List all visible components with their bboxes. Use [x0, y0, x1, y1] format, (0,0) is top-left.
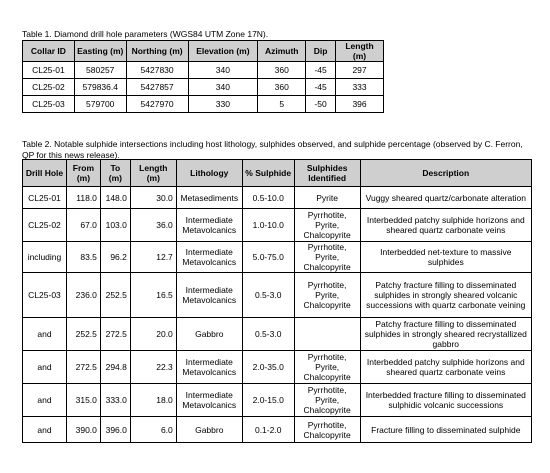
table-row [23, 79, 384, 96]
table-cell: 5427970 [126, 96, 188, 113]
table-cell: 2.0-15.0 [242, 384, 294, 417]
table-cell: Intermediate Metavolcanics [176, 384, 242, 417]
table-cell: Intermediate Metavolcanics [176, 242, 242, 273]
table2-column-header: Drill Hole [23, 160, 67, 187]
table-cell: Pyrrhotite, Chalcopyrite [294, 417, 360, 443]
table1-column-header: Dip [306, 41, 336, 62]
table-cell: 0.5-10.0 [242, 187, 294, 209]
table-cell: 5 [258, 96, 306, 113]
table1-column-header: Length (m) [336, 41, 384, 62]
table-cell: Pyrrhotite, Pyrite, Chalcopyrite [294, 273, 360, 318]
table-cell: 1.0-10.0 [242, 209, 294, 242]
table-cell: 333 [336, 79, 384, 96]
table-cell: and [23, 351, 67, 384]
table-cell: Interbedded net-texture to massive sulphides [360, 242, 531, 273]
table-cell: 579700 [74, 96, 126, 113]
table-row [23, 273, 532, 318]
table-cell: 272.5 [100, 318, 130, 351]
table2-column-header: Length (m) [130, 160, 176, 187]
table-row [23, 351, 532, 384]
table2-column-header: Description [360, 160, 531, 187]
table-cell: 252.5 [66, 318, 100, 351]
table-cell: 396.0 [100, 417, 130, 443]
table1-caption: Table 1. Diamond drill hole parameters (WGS84 UTM Zone 17N). [22, 29, 269, 39]
drill-hole-parameters-table [22, 40, 384, 113]
table-cell: 360 [258, 79, 306, 96]
table-cell: 22.3 [130, 351, 176, 384]
table-cell: 16.5 [130, 273, 176, 318]
table-cell: 36.0 [130, 209, 176, 242]
table-row [23, 96, 384, 113]
table-cell: CL25-02 [23, 209, 67, 242]
table-cell: Fracture filling to disseminated sulphide [360, 417, 531, 443]
table-cell: 340 [188, 62, 258, 79]
table-cell: 5.0-75.0 [242, 242, 294, 273]
table-cell: Patchy fracture filling to disseminated sulphides in strongly sheared recrystallized gabbro [360, 318, 531, 351]
table-cell: CL25-01 [23, 187, 67, 209]
table-row [23, 318, 532, 351]
table-row [23, 62, 384, 79]
table-cell: CL25-01 [23, 62, 75, 79]
table-cell: 252.5 [100, 273, 130, 318]
table-cell: 5427857 [126, 79, 188, 96]
table1-column-header: Azimuth [258, 41, 306, 62]
sulphide-intersections-table [22, 159, 532, 443]
table-cell: Intermediate Metavolcanics [176, 273, 242, 318]
table-cell: 0.5-3.0 [242, 318, 294, 351]
table2-caption: Table 2. Notable sulphide intersections including host lithology, sulphides observed, and sulphide percentage (observed by C. Ferron, QP for this news release). [22, 139, 523, 160]
table-cell: 0.5-3.0 [242, 273, 294, 318]
table-cell: Gabbro [176, 318, 242, 351]
table-cell: Interbedded patchy sulphide horizons and sheared quartz carbonate veins [360, 209, 531, 242]
table-cell: 96.2 [100, 242, 130, 273]
table-cell: 83.5 [66, 242, 100, 273]
table-cell: and [23, 417, 67, 443]
table1-column-header: Collar ID [23, 41, 75, 62]
table-cell: 360 [258, 62, 306, 79]
table-cell: and [23, 318, 67, 351]
table-cell: CL25-03 [23, 273, 67, 318]
table-cell: and [23, 384, 67, 417]
table2-column-header: From (m) [66, 160, 100, 187]
table-cell: 580257 [74, 62, 126, 79]
table-cell: 294.8 [100, 351, 130, 384]
table-cell: 579836.4 [74, 79, 126, 96]
table-cell: 12.7 [130, 242, 176, 273]
table-cell: 390.0 [66, 417, 100, 443]
table-cell: including [23, 242, 67, 273]
table-cell: 330 [188, 96, 258, 113]
table-cell: 340 [188, 79, 258, 96]
table-cell: CL25-02 [23, 79, 75, 96]
table-row [23, 242, 532, 273]
table-cell: 315.0 [66, 384, 100, 417]
table-row [23, 384, 532, 417]
table-cell: Patchy fracture filling to disseminated sulphides in strongly sheared volcanic successions with quartz carbonate veining [360, 273, 531, 318]
table-cell: 272.5 [66, 351, 100, 384]
table-cell: Interbedded fracture filling to disseminated sulphidic volcanic successions [360, 384, 531, 417]
table-cell: 2.0-35.0 [242, 351, 294, 384]
table-cell: 30.0 [130, 187, 176, 209]
table-cell: Pyrrhotite, Pyrite, Chalcopyrite [294, 351, 360, 384]
table-cell: 148.0 [100, 187, 130, 209]
table-cell: 118.0 [66, 187, 100, 209]
table-cell: 6.0 [130, 417, 176, 443]
table-cell: Pyrite [294, 187, 360, 209]
table2-column-header: % Sulphide [242, 160, 294, 187]
table-cell [294, 318, 360, 351]
table-cell: 18.0 [130, 384, 176, 417]
table-cell: -50 [306, 96, 336, 113]
table-row [23, 209, 532, 242]
table-cell: 20.0 [130, 318, 176, 351]
table-cell: Gabbro [176, 417, 242, 443]
table-cell: Intermediate Metavolcanics [176, 351, 242, 384]
table-cell: Interbedded patchy sulphide horizons and sheared quartz carbonate veins [360, 351, 531, 384]
table1-column-header: Elevation (m) [188, 41, 258, 62]
table-cell: Pyrrhotite, Pyrite, Chalcopyrite [294, 242, 360, 273]
table-cell: -45 [306, 62, 336, 79]
table-cell: 236.0 [66, 273, 100, 318]
table-cell: Vuggy sheared quartz/carbonate alteration [360, 187, 531, 209]
table-cell: 103.0 [100, 209, 130, 242]
table-cell: Metasediments [176, 187, 242, 209]
table1-header-row [23, 41, 384, 62]
table2-column-header: Sulphides Identified [294, 160, 360, 187]
table2-column-header: Lithology [176, 160, 242, 187]
table-cell: 0.1-2.0 [242, 417, 294, 443]
table-cell: 5427830 [126, 62, 188, 79]
table-cell: 297 [336, 62, 384, 79]
table-cell: -45 [306, 79, 336, 96]
table-cell: 396 [336, 96, 384, 113]
table1-column-header: Easting (m) [74, 41, 126, 62]
table-cell: Pyrrhotite, Pyrite, Chalcopyrite [294, 384, 360, 417]
table2-header-row [23, 160, 532, 187]
table-row [23, 187, 532, 209]
table-cell: CL25-03 [23, 96, 75, 113]
table2-column-header: To (m) [100, 160, 130, 187]
table-cell: 333.0 [100, 384, 130, 417]
table-cell: Pyrrhotite, Pyrite, Chalcopyrite [294, 209, 360, 242]
table-cell: Intermediate Metavolcanics [176, 209, 242, 242]
table-cell: 67.0 [66, 209, 100, 242]
table-row [23, 417, 532, 443]
table1-column-header: Northing (m) [126, 41, 188, 62]
